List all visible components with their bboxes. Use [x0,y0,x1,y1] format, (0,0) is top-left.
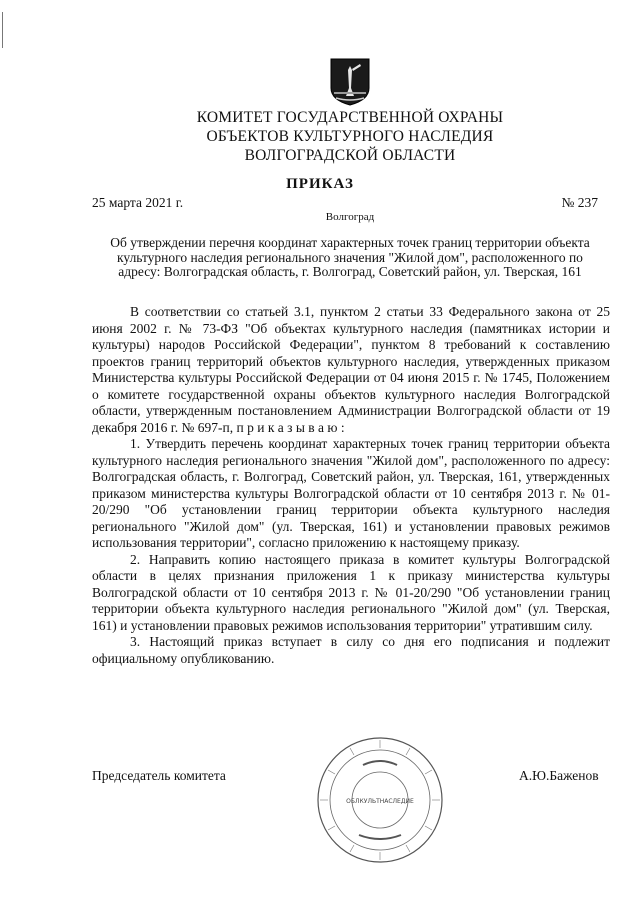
body-item: 1. Утвердить перечень координат характерных точек границ территории объекта культурного наследия регионального значения "Жилой дом", расположенного по адресу: Волгоградская область, г. Волгоград, Советский район, ул. Тверская, 161, утвержденных приказом министерства культуры Волгоградской области от 10 сентября 2013 г. № 01-20/290 "Об установлении границ территории объекта культурного наследия регионального "Жилой дом" (ул. Тверская, 161) и установлении правовых режимов использования территории", согласно приложению к настоящему приказу. [92,436,610,550]
org-line: ВОЛГОГРАДСКОЙ ОБЛАСТИ [244,147,456,164]
order-date: 25 марта 2021 г. [92,195,184,210]
official-seal [315,735,445,865]
org-line: КОМИТЕТ ГОСУДАРСТВЕННОЙ ОХРАНЫ [196,109,504,126]
body-preamble: В соответствии со статьей 3.1, пунктом 2 статьи 33 Федерального закона от 25 июня 2002 г. № 73-ФЗ "Об объектах культурного наследия (памятниках истории и культуры) народов Российской Федерации", пунктом 8 требований к составлению проектов границ территорий объектов культурного наследия, утвержденных приказом Министерства культуры Российской Федерации от 04 июня 2015 г. № 1745, Положением о комитете государственной охраны объектов культурного наследия Волгоградской области, утвержденным постановлением Администрации Волгоградской области от 19 декабря 2016 г. № 697-п, п р и к а з ы в а ю : [92,304,610,435]
body-item: 3. Настоящий приказ вступает в силу со дня его подписания и подлежит официальному опубликованию. [92,634,610,666]
signatory-position: Председатель комитета [92,768,226,783]
coat-of-arms-emblem [330,58,370,106]
org-line: ОБЪЕКТОВ КУЛЬТУРНОГО НАСЛЕДИЯ [206,128,494,145]
scan-edge-mark [2,12,4,48]
body-item: 2. Направить копию настоящего приказа в комитет культуры Волгоградской области в целях признания приложения 1 к приказу министерства культуры Волгоградской области от 10 сентября 2013 г. № 01-20/290 "Об установлении границ территории объекта культурного наследия регионального "Жилой дом" (ул. Тверская, 161) и установлении правовых режимов использования территории" утратившим силу. [92,551,610,633]
order-number: № 237 [561,195,598,210]
seal-center-text: ОБЛКУЛЬТНАСЛЕДИЕ [346,798,414,805]
order-body [92,304,610,667]
order-city: Волгоград [325,211,375,223]
issuing-organization [120,108,580,165]
order-subject: Об утверждении перечня координат характерных точек границ территории объекта культурного наследия регионального значения "Жилой дом", расположенного по адресу: Волгоградская область, г. Волгоград, Советский район, ул. Тверская, 161 [110,235,590,279]
signatory-name: А.Ю.Баженов [519,768,599,783]
document-type-title: ПРИКАЗ [286,176,354,192]
